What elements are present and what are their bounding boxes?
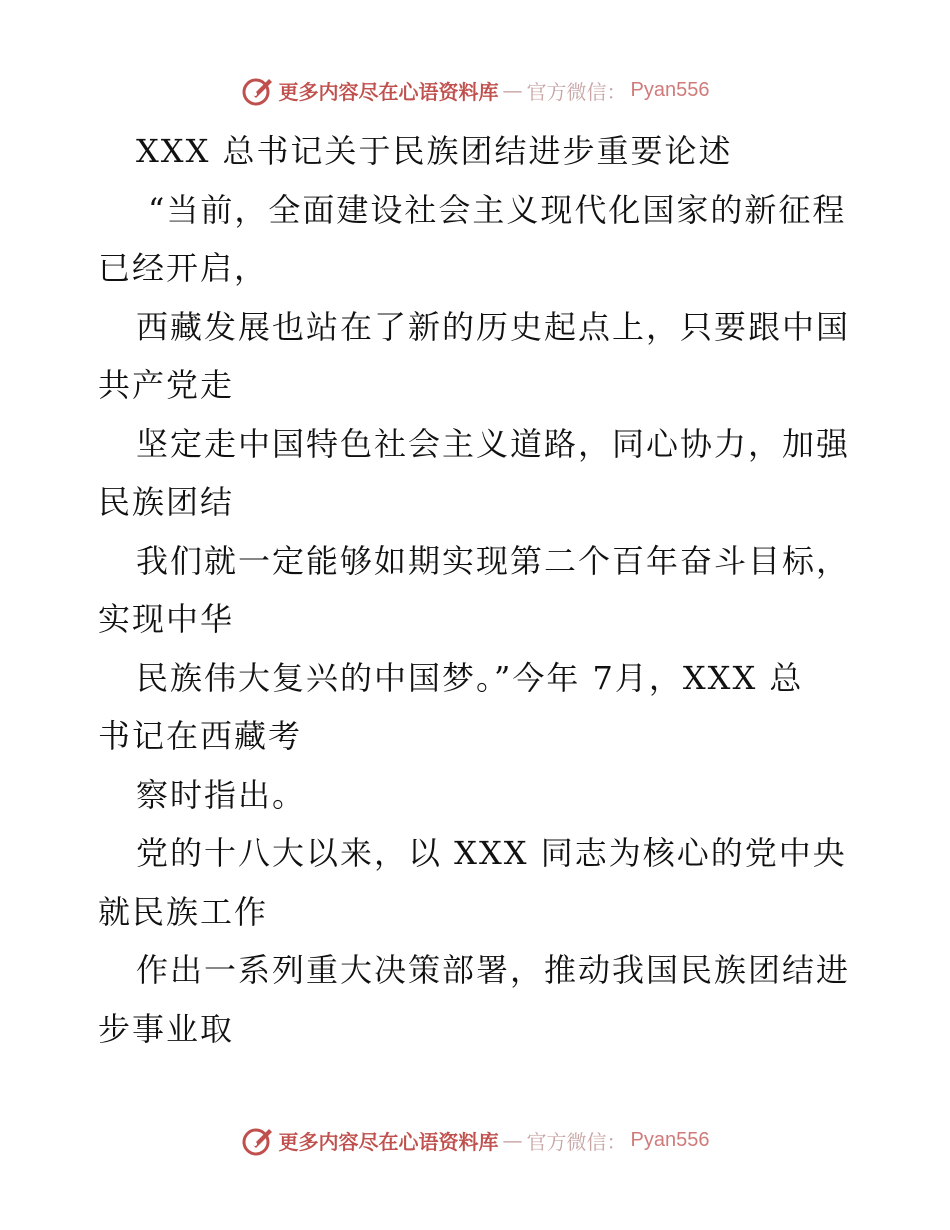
header-watermark (0, 72, 950, 108)
paragraph-line: 书记在西藏考 (98, 717, 303, 755)
document-body (98, 122, 858, 1058)
pen-nib-logo-icon (241, 1123, 275, 1157)
paragraph-line: 我们就一定能够如期实现第二个百年奋斗目标， (136, 541, 851, 580)
paragraph-line: 实现中华 (98, 600, 235, 638)
paragraph-line: 党的十八大以来，以 XXX 同志为核心的党中央 (136, 834, 847, 872)
watermark-separator: — (502, 1128, 523, 1152)
watermark-wechat-label: 官方微信： (526, 79, 627, 104)
paragraph-line: 步事业取 (98, 1009, 235, 1048)
pen-nib-logo-icon (241, 73, 275, 107)
paragraph-line: 就民族工作 (98, 892, 269, 931)
watermark-separator: — (502, 78, 523, 102)
paragraph-line: 作出一系列重大决策部署，推动我国民族团结进 (136, 951, 851, 989)
paragraph-line: 共产党走 (98, 366, 235, 404)
watermark-wechat-id: Pyan556 (630, 1128, 710, 1151)
paragraph-line: 民族团结 (98, 483, 235, 521)
watermark-wechat-id: Pyan556 (630, 78, 710, 101)
paragraph-line: 坚定走中国特色社会主义道路，同心协力，加强 (136, 424, 851, 463)
paragraph-line: 察时指出。 (136, 775, 307, 814)
watermark-wechat-label: 官方微信： (526, 1129, 627, 1154)
paragraph-line: 西藏发展也站在了新的历史起点上，只要跟中国 (136, 307, 851, 346)
paragraph-line: 已经开启， (98, 249, 269, 287)
paragraph-line: 民族伟大复兴的中国梦。”今年 7月，XXX 总 (136, 658, 804, 697)
watermark-site-text: 更多内容尽在心语资料库 (278, 79, 499, 104)
document-title: XXX 总书记关于民族团结进步重要论述 (136, 132, 733, 170)
watermark-site-text: 更多内容尽在心语资料库 (278, 1129, 499, 1154)
paragraph-line: “当前，全面建设社会主义现代化国家的新征程 (148, 190, 847, 229)
footer-watermark (0, 1122, 950, 1158)
